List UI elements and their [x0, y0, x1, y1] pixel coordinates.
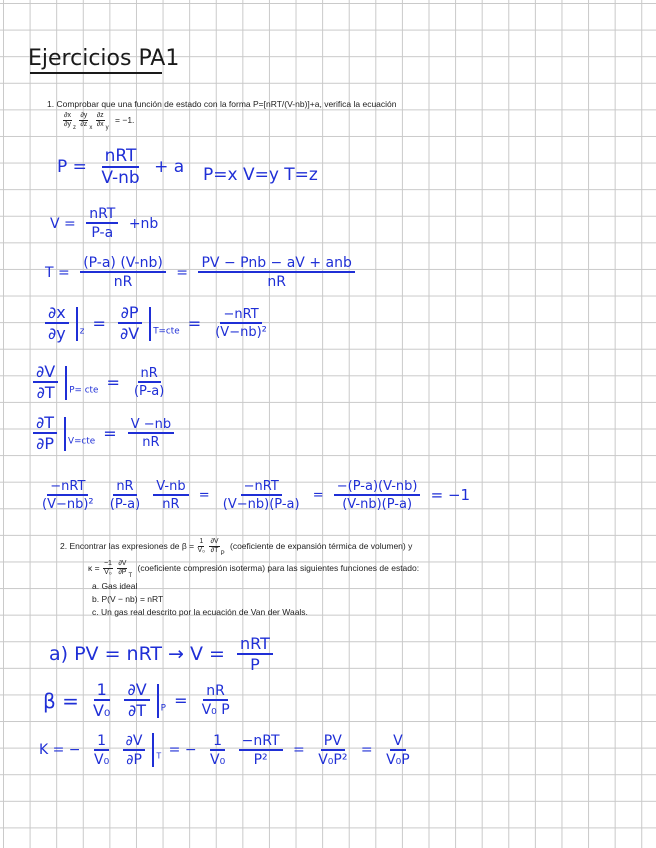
title-underline: [30, 72, 162, 74]
answer-1-derivative-x-y: $\frac{\partial x}{\partial y}$ $_z$ = $\frac{\partial P}{\partial V}$ $_{T=cte}$ = $\frac{\text{−nRT}}{\text{(V−nb)²}}$: [42, 305, 273, 342]
question-2-option-a: a. Gas ideal: [92, 581, 138, 591]
answer-1-variables: P=x V=y T=z: [203, 165, 318, 185]
question-2-line-1: 2. Encontrar las expresiones de β = $\frac{1}{\text{V₀}}$ $\frac{\partial V}{\partial T}$ $_P$ (coeficiente de expansión térmica de volumen) y: [60, 538, 413, 558]
page-title: Ejercicios PA1: [28, 46, 180, 71]
answer-1-final-product: $\frac{\text{−nRT}}{\text{(V−nb)²}}$ $\frac{nR}{(P-a)}$ $\frac{V-nb}{nR}$ = $\frac{\text{−nRT}}{(V-nb)(P-a)}$ = $\frac{-(P-a)(V-nb)}{(V-nb)(P-a)}$ = −1: [42, 479, 471, 512]
answer-1-temperature-equation: T = $\frac{(P-a) (V-nb)}{nR}$ = $\frac{\text{PV − Pnb − aV + anb}}{nR}$: [42, 256, 358, 289]
question-2-option-b: b. P(V − nb) = nRT: [92, 594, 164, 604]
answer-1-derivative-t-p: $\frac{\partial T}{\partial P}$ $_{V=cte}$ = $\frac{V -nb}{nR}$: [30, 415, 177, 452]
answer-2a-beta: β = $\frac{1}{\text{V₀}}$ $\frac{\partial V}{\partial T}$ $_P$ = $\frac{nR}{\text{V₀ P}}$: [43, 680, 230, 720]
answer-2a-kappa: K = − $\frac{1}{\text{V₀}}$ $\frac{\partial V}{\partial P}$ $_T$ = − $\frac{1}{\text{V₀}}$ $\frac{\text{−nRT}}{\text{P²}}$ = $\frac{PV}{\text{V₀P²}}$ = $\frac{V}{\text{V₀P}}$: [39, 732, 410, 768]
answer-2a-ideal-gas: a) PV = nRT → V = $\frac{\text{nRT}}{P}$: [46, 636, 276, 673]
question-1-text: 1. Comprobar que una función de estado con la forma P=[nRT/(V-nb)]+a, verifica la ecuación: [47, 99, 397, 109]
question-2-line-2: κ = $\frac{-1}{\text{V₀}}$ $\frac{\partial V}{\partial P}$ $_T$ (coeficiente compresión isoterma) para las siguientes funciones de estado:: [88, 560, 420, 580]
answer-1-derivative-v-t: $\frac{\partial V}{\partial T}$ $_{P= cte}$ = $\frac{nR}{(P-a)}$: [30, 364, 170, 401]
question-1-equation: $\frac{\partial x}{\partial y}$ $_z$ $\frac{\partial y}{\partial z}$ $_x$ $\frac{\partial z}{\partial x}$ $_y$ = −1.: [64, 112, 135, 132]
answer-1-volume-equation: V = $\frac{\text{nRT}}{P-a}$ +nb: [50, 206, 159, 241]
answer-1-pressure-equation: P = $\frac{\text{nRT}}{V-nb}$ + a: [57, 146, 185, 188]
question-2-option-c: c. Un gas real descrito por la ecuación de Van der Waals.: [92, 607, 308, 617]
